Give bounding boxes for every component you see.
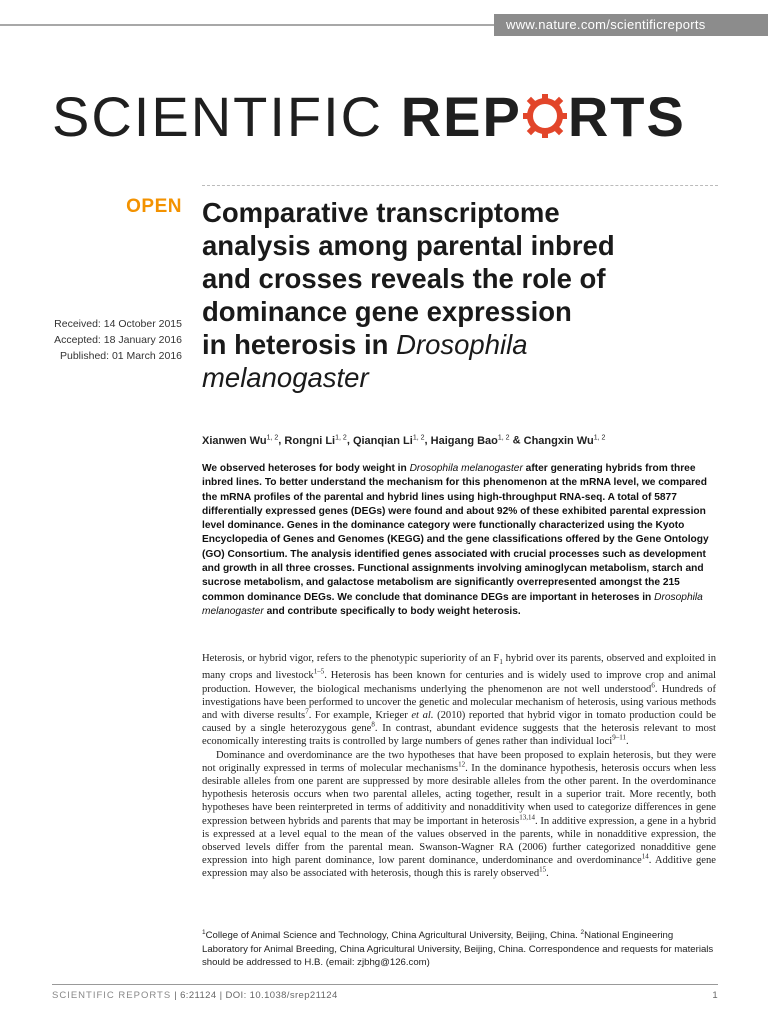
- header-divider: [202, 185, 718, 186]
- body-paragraph: Heterosis, or hybrid vigor, refers to the phenotypic superiority of an $F_1$ hybrid over its parents, observed and exploited in many crops and livestock$^{1-5}$. Heterosis has been known for centuries and is widely used to improve crop and animal production. However, the biological mechanisms underlying the phenomenon are not well understood$^6$. Hundreds of investigations have been performed to uncover the genetic and molecular mechanism of heterosis, using various methods and with diverse results$^7$. For example, Krieger et al. (2010) reported that hybrid vigor in tomato production could be caused by a single heterozygous gene$^8$. In contrast, abundant evidence suggests that the heterosis relevant to most economically interesting traits is controlled by large numbers of genes rather than individual loci$^{9-11}$.: [202, 653, 717, 748]
- title-line: and crosses reveals the role of: [202, 263, 606, 294]
- title-line: Comparative transcriptome: [202, 197, 560, 228]
- citation-ref[interactable]: 8: [371, 720, 375, 729]
- citation-ref[interactable]: 13,14: [519, 813, 535, 822]
- publication-dates: [30, 316, 182, 364]
- masthead-scientific: SCIENTIFIC: [52, 85, 401, 148]
- open-access-badge: OPEN: [126, 196, 182, 217]
- title-species-genus: Drosophila: [396, 329, 528, 360]
- article-body: [202, 652, 716, 881]
- citation-ref[interactable]: 1–5: [313, 667, 325, 676]
- masthead-rts: RTS: [567, 85, 686, 148]
- author[interactable]: Xianwen Wu$^{1, 2}$: [202, 434, 279, 447]
- title-line: dominance gene expression: [202, 296, 572, 327]
- gear-graphic: [522, 86, 568, 142]
- journal-masthead-logo: [52, 82, 752, 152]
- published-date: Published: 01 March 2016: [60, 350, 182, 362]
- page-number: 1: [712, 990, 718, 1001]
- masthead-rep: REP: [400, 85, 522, 148]
- author[interactable]: Rongni Li$^{1, 2}$: [284, 434, 347, 447]
- citation-ref[interactable]: 7: [305, 707, 309, 716]
- citation-ref[interactable]: 12: [458, 760, 466, 769]
- accepted-date: Accepted: 18 January 2016: [54, 334, 182, 346]
- author[interactable]: Changxin Wu$^{1, 2}$: [523, 434, 606, 447]
- abstract: We observed heteroses for body weight in Drosophila melanogaster after generating hybrids from three inbred lines. To better understand the mechanism for this phenomenon at the mRNA level, we compared the mRNA profiles of the parental and hybrid lines using high-throughput RNA-seq. A total of 5877 differentially expressed genes (DEGs) were found and about 92% of these exhibited parental expression level dominance. Genes in the dominance category were functionally characterized using the Kyoto Encyclopedia of Genes and Genomes (KEGG) and the gene classifications offered by the Gene Ontology (GO) Consortium. The analysis identified genes associated with crucial processes such as development and growth in all three crosses. Functional assignments involving aminoglycan metabolism, starch and sucrose metabolism, and galactose metabolism are significantly overrepresented amongst the 215 common dominance DEGs. We conclude that dominance DEGs are important in heteroses in Drosophila melanogaster and contribute specifically to body weight heterosis.: [202, 463, 709, 617]
- footer-citation[interactable]: | 6:21124 | DOI: 10.1038/srep21124: [171, 990, 338, 1001]
- title-line: analysis among parental inbred: [202, 230, 615, 261]
- article-title: [202, 196, 722, 394]
- citation-ref[interactable]: 15: [539, 865, 547, 874]
- citation-ref[interactable]: 14: [641, 852, 649, 861]
- body-paragraph: Dominance and overdominance are the two hypotheses that have been proposed to explain heterosis, but they were not originally expressed in terms of molecular mechanisms$^{12}$. In the dominance hypothesis, heterosis occurs when less desirable alleles from one parent are suppressed by more desirable alleles from the other parent. In the overdominance hypothesis heterosis occurs when two parental alleles, acting together, result in a superior trait. More recently, both hypotheses have been reinterpreted in terms of additivity and nonadditivity when used to categorize differences in gene expression between hybrids and parents that may be important in heterosis$^{13,14}$. In additive expression, a gene in a hybrid is expressed at a level equal to the mean of the values observed in the parents, while in nonadditive expression, the observed levels differ from the parental mean. Swanson-Wagner RA (2006) further categorized nonadditive gene expression into high parent dominance, low parent dominance, underdominance and overdominance$^{14}$. Additive gene expression may also be associated with heterosis, though this is rarely observed$^{15}$.: [202, 749, 717, 880]
- journal-url-link[interactable]: www.nature.com/scientificreports: [494, 14, 768, 36]
- page-footer: [52, 990, 718, 1001]
- citation-ref[interactable]: 9–11: [612, 733, 626, 742]
- author[interactable]: Qianqian Li$^{1, 2}$: [352, 434, 425, 447]
- citation-ref[interactable]: 6: [651, 680, 655, 689]
- footer-rule: [52, 984, 718, 985]
- author-list: Xianwen Wu$^{1, 2}$, Rongni Li$^{1, 2}$, Qianqian Li$^{1, 2}$, Haigang Bao$^{1, 2}$ & Changxin Wu$^{1, 2}$: [202, 434, 606, 447]
- received-date: Received: 14 October 2015: [54, 318, 182, 330]
- url-bar: [0, 14, 768, 36]
- affiliations: $^1$College of Animal Science and Technology, China Agricultural University, Beijing, China. $^2$National Engineering Laboratory for Animal Breeding, China Agricultural University, Beijing, China. Correspondence and requests for materials should be addressed to H.B. (email: zjbhg@126.com): [202, 929, 714, 969]
- title-line: in heterosis in: [202, 329, 397, 360]
- footer-journal: SCIENTIFIC REPORTS: [52, 990, 172, 1001]
- title-species-name: melanogaster: [202, 362, 369, 393]
- gear-icon: [522, 82, 568, 152]
- url-bar-rule: [0, 24, 494, 26]
- author[interactable]: Haigang Bao$^{1, 2}$: [430, 434, 510, 447]
